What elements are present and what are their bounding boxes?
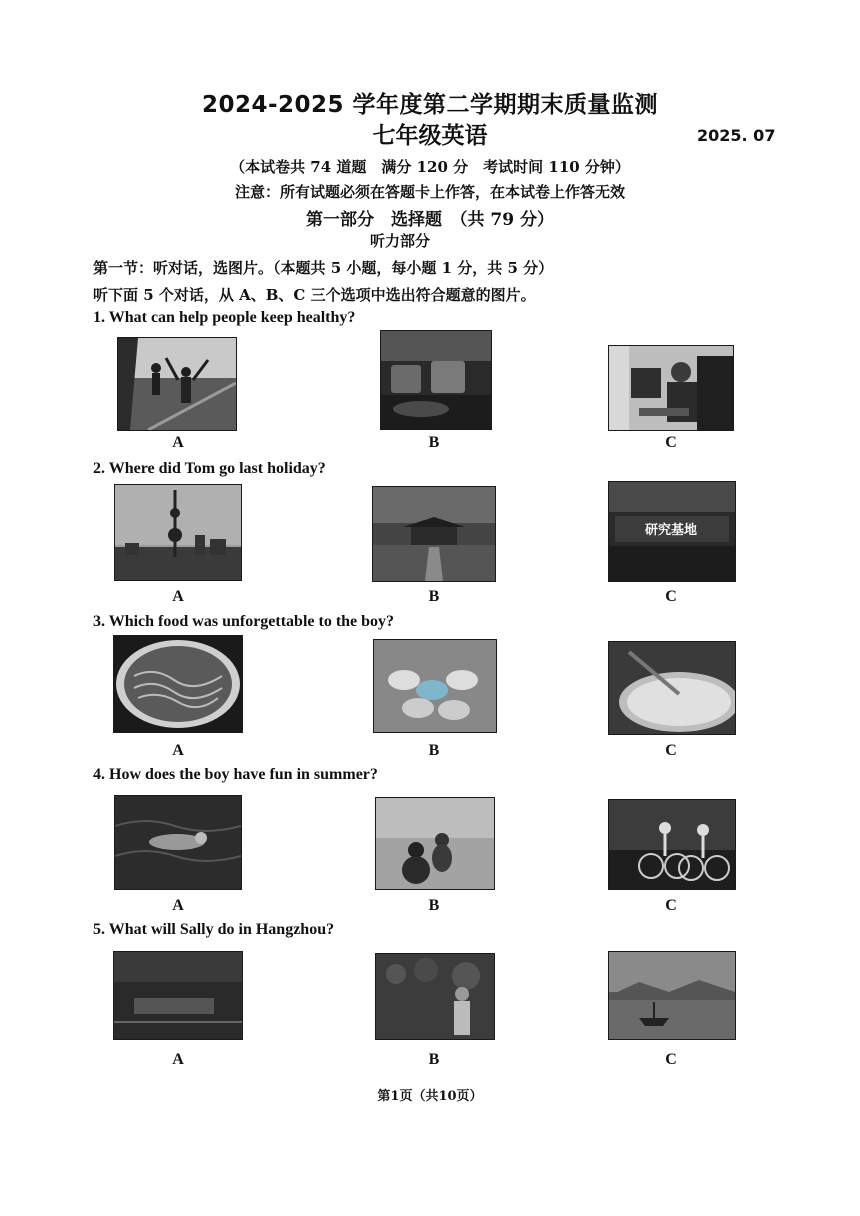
q5-option-b-label: B (428, 1051, 440, 1068)
q5-picture-a (113, 951, 243, 1040)
q3-picture-a (113, 635, 243, 733)
q3-option-a-label: A (172, 742, 184, 759)
listening-label: 听力部分 (369, 232, 430, 250)
q4-picture-c (608, 799, 736, 890)
q1-picture-b (380, 330, 492, 430)
q1-option-c-label: C (665, 434, 677, 451)
q4-picture-b (375, 797, 495, 890)
q1-option-a-label: A (172, 434, 184, 451)
q5-option-c-label: C (665, 1051, 677, 1068)
exam-subtitle: 七年级英语 (372, 123, 488, 149)
question-5: 5. What will Sally do in Hangzhou? (93, 921, 335, 938)
exam-title: 2024-2025 学年度第二学期期末质量监测 (201, 92, 659, 118)
part-title: 第一部分 选择题 （共 79 分） (306, 210, 554, 230)
question-2: 2. Where did Tom go last holiday? (93, 460, 326, 477)
q2c-sign-text: 研究基地 (644, 523, 698, 538)
q2-picture-a (114, 484, 242, 581)
exam-date: 2025. 07 (697, 126, 776, 145)
q5-picture-b (375, 953, 495, 1040)
section-heading: 第一节：听对话，选图片。（本题共 5 小题，每小题 1 分，共 5 分） (93, 259, 554, 277)
exam-info: （本试卷共 74 道题 满分 120 分 考试时间 110 分钟） (230, 158, 630, 176)
question-4: 4. How does the boy have fun in summer? (93, 766, 378, 783)
q3-option-b-label: B (428, 742, 440, 759)
question-1: 1. What can help people keep healthy? (93, 309, 356, 326)
q2-picture-c (608, 481, 736, 582)
q3-option-c-label: C (665, 742, 677, 759)
q2-option-a-label: A (172, 588, 184, 605)
q2-option-c-label: C (665, 588, 677, 605)
q3-picture-b (373, 639, 497, 733)
question-3: 3. Which food was unforgettable to the boy? (93, 613, 395, 630)
q5-option-a-label: A (172, 1051, 184, 1068)
page-number: 第1页（共10页） (377, 1089, 483, 1104)
q4-option-a-label: A (172, 897, 184, 914)
q1-option-b-label: B (428, 434, 440, 451)
q1-picture-c (608, 345, 734, 431)
exam-notice: 注意：所有试题必须在答题卡上作答，在本试卷上作答无效 (234, 183, 625, 201)
q4-picture-a (114, 795, 242, 890)
q2-picture-b (372, 486, 496, 582)
q4-option-b-label: B (428, 897, 440, 914)
q1-picture-a (117, 337, 237, 431)
section-instruction: 听下面 5 个对话，从 A、B、C 三个选项中选出符合题意的图片。 (93, 286, 536, 304)
q2-option-b-label: B (428, 588, 440, 605)
q4-option-c-label: C (665, 897, 677, 914)
q3-picture-c (608, 641, 736, 735)
q5-picture-c (608, 951, 736, 1040)
